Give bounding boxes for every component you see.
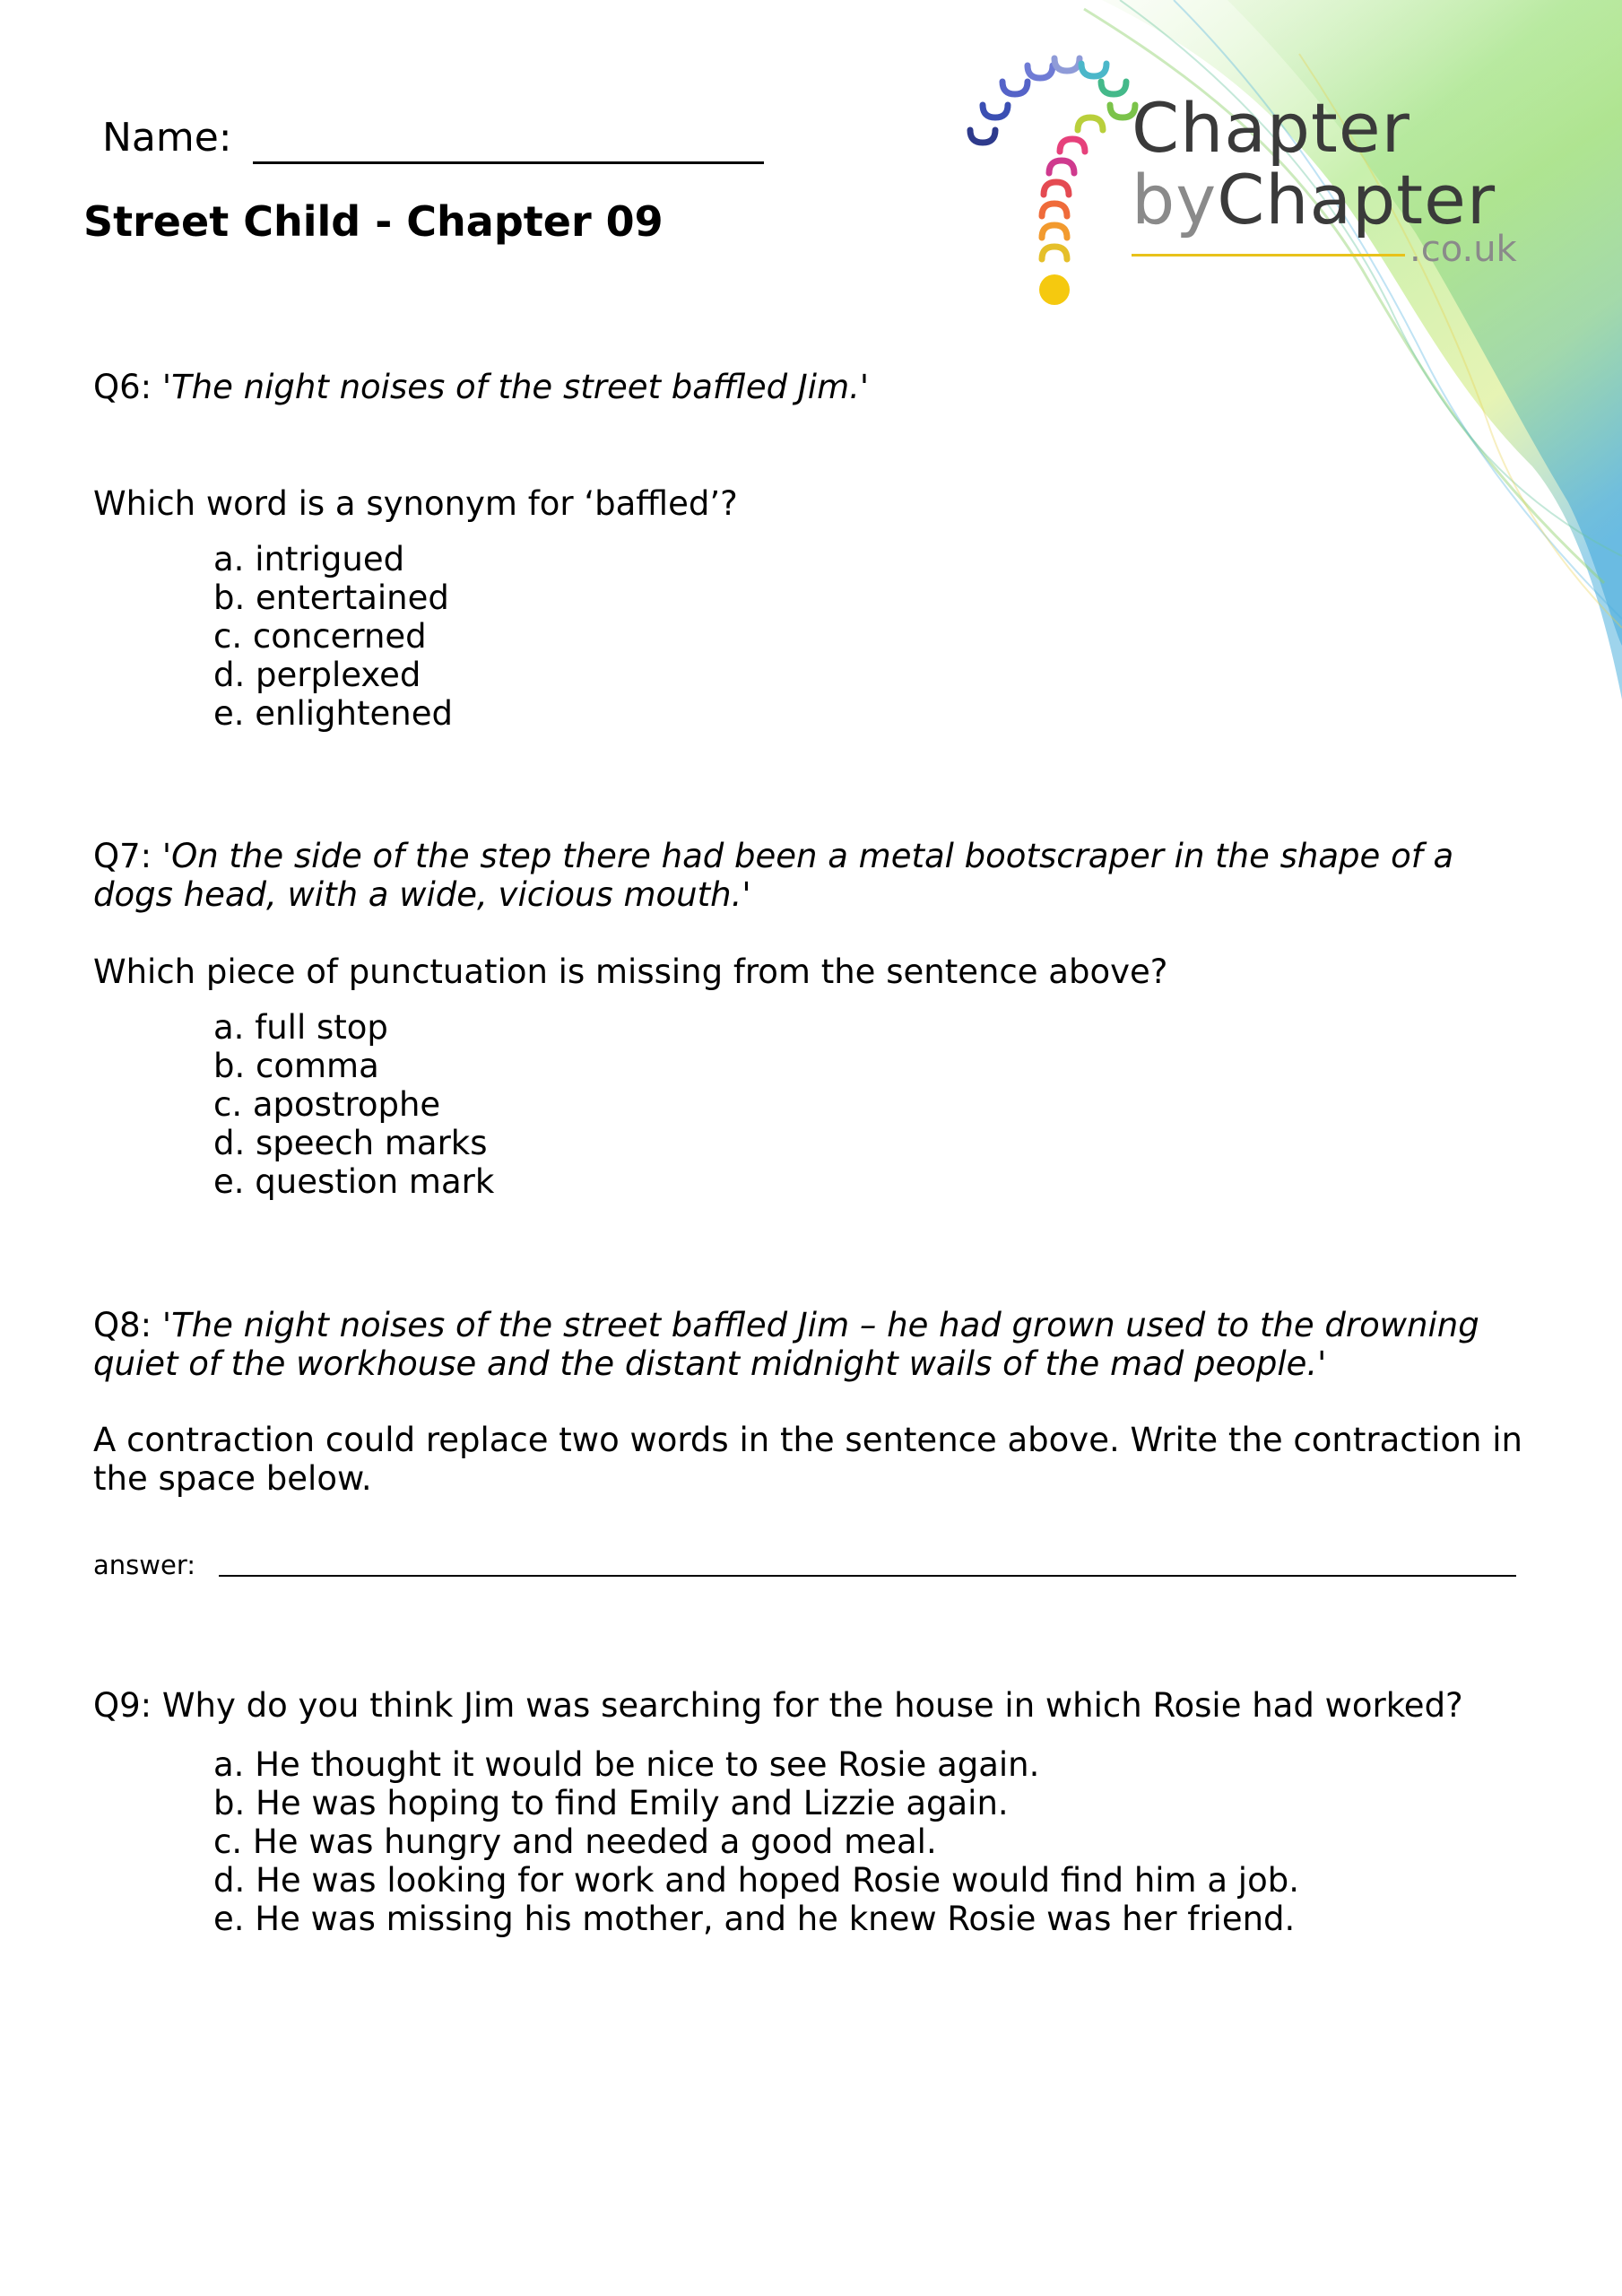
name-label: Name: — [102, 115, 232, 161]
q9-option-e[interactable]: e. He was missing his mother, and he knew Rosie was her friend. — [213, 1900, 1296, 1938]
q9-option-d[interactable]: d. He was looking for work and hoped Rosie would find him a job. — [213, 1861, 1299, 1900]
logo-wordmark-by: by — [1132, 160, 1218, 239]
q6-option-b[interactable]: b. entertained — [213, 578, 449, 617]
q7-prompt: Which piece of punctuation is missing from the sentence above? — [93, 952, 1168, 991]
q6-label: Q6: — [93, 368, 152, 406]
logo-wordmark-bychapter — [1132, 160, 1496, 239]
q8-quote: 'The night noises of the street baffled Jim – he had grown used to the drowning quiet of the workhouse and the distant midnight wails of the mad people.' — [93, 1306, 1479, 1383]
q9-option-a[interactable]: a. He thought it would be nice to see Rosie again. — [213, 1745, 1040, 1784]
q6-option-d[interactable]: d. perplexed — [213, 656, 421, 694]
q7-option-b[interactable]: b. comma — [213, 1047, 379, 1085]
q8-answer-line[interactable] — [219, 1575, 1516, 1577]
logo-wordmark-chapter: Chapter — [1132, 88, 1410, 168]
q9-option-c[interactable]: c. He was hungry and needed a good meal. — [213, 1822, 937, 1861]
q6-option-e[interactable]: e. enlightened — [213, 694, 453, 733]
q9-option-b[interactable]: b. He was hoping to find Emily and Lizzie again. — [213, 1784, 1009, 1822]
q6-options — [213, 540, 453, 733]
q6-prompt: Which word is a synonym for ‘baffled’? — [93, 484, 738, 523]
name-input-line[interactable] — [253, 161, 764, 164]
q6-option-a[interactable]: a. intrigued — [213, 540, 405, 578]
logo-wordmark-chapter-2: Chapter — [1217, 160, 1496, 239]
q6-option-c[interactable]: c. concerned — [213, 617, 427, 656]
q6-quote: 'The night noises of the street baffled Jim.' — [161, 368, 870, 406]
page-title: Street Child - Chapter 09 — [83, 197, 664, 246]
q7-option-e[interactable]: e. question mark — [213, 1162, 495, 1201]
q7-quote: 'On the side of the step there had been a metal bootscraper in the shape of a dogs head, with a wide, vicious mouth.' — [93, 837, 1454, 914]
q8-answer-label: answer: — [93, 1550, 196, 1580]
q9-heading — [93, 1686, 1537, 1725]
q8-prompt: A contraction could replace two words in the sentence above. Write the contraction in the space below. — [93, 1421, 1522, 1498]
logo-domain: .co.uk — [1409, 229, 1517, 270]
q7-label: Q7: — [93, 837, 152, 875]
q6-heading — [93, 368, 1537, 406]
q8-heading — [93, 1306, 1537, 1383]
q7-option-c[interactable]: c. apostrophe — [213, 1085, 441, 1124]
q9-options — [213, 1745, 1299, 1938]
q7-options — [213, 1008, 494, 1201]
q8-label: Q8: — [93, 1306, 152, 1344]
q7-option-d[interactable]: d. speech marks — [213, 1124, 488, 1162]
q7-heading — [93, 837, 1537, 914]
logo-underline — [1132, 254, 1405, 257]
q7-option-a[interactable]: a. full stop — [213, 1008, 388, 1047]
q9-label: Q9: — [93, 1686, 152, 1725]
q9-prompt: Why do you think Jim was searching for the house in which Rosie had worked? — [161, 1686, 1463, 1725]
